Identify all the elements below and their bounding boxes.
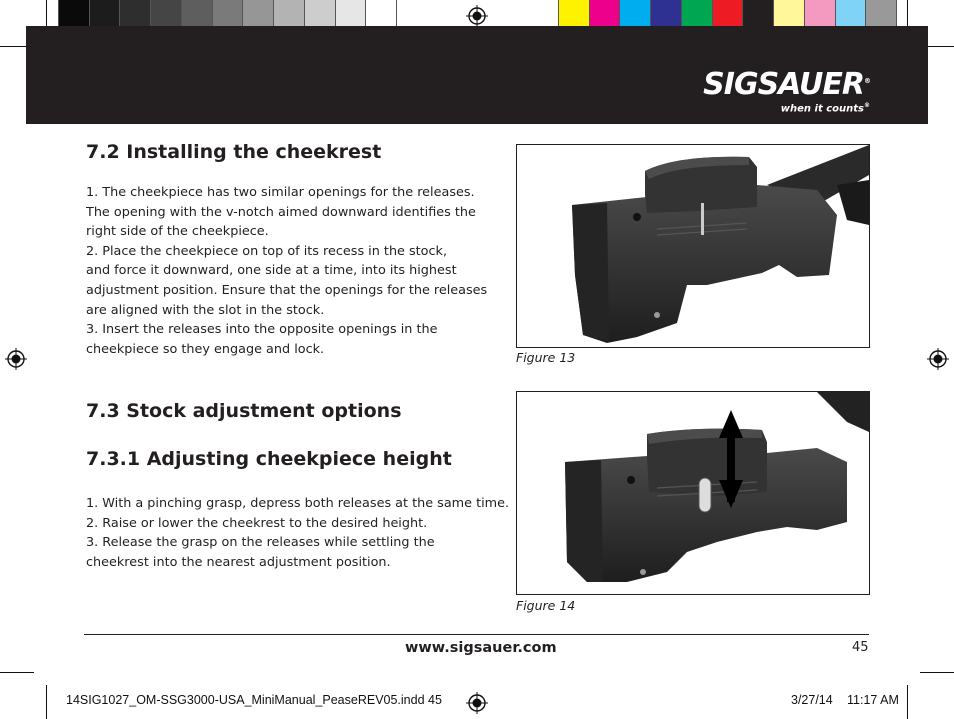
slug-time: 11:17 AM <box>847 693 899 707</box>
section-7-3-line: 3. Release the grasp on the releases while settling the <box>86 535 435 551</box>
registration-mark-icon <box>927 348 949 370</box>
section-7-2-line: 3. Insert the releases into the opposite openings in the <box>86 322 438 338</box>
logo-registered-mark: ® <box>864 77 870 85</box>
brand-logo <box>703 66 870 115</box>
crop-mark <box>46 685 47 719</box>
logo-text: SIGSAUER <box>703 67 864 102</box>
figure-14-image <box>516 391 870 595</box>
section-7-2-line: are aligned with the slot in the stock. <box>86 302 325 318</box>
tagline-registered-mark: ® <box>864 102 870 109</box>
section-7-2-line: 2. Place the cheekpiece on top of its recess in the stock, <box>86 243 448 259</box>
figure-14-caption: Figure 14 <box>516 598 576 613</box>
figure-13-caption: Figure 13 <box>516 350 576 365</box>
crop-mark <box>920 672 954 673</box>
section-7-2-line: right side of the cheekpiece. <box>86 224 269 240</box>
figure-13-image <box>516 144 870 348</box>
page-number: 45 <box>852 640 869 655</box>
logo-tagline: when it counts <box>780 103 864 115</box>
section-7-3-body <box>86 494 510 572</box>
section-7-3-line: cheekrest into the nearest adjustment position. <box>86 554 391 570</box>
subsection-heading-7-3-1: 7.3.1 Adjusting cheekpiece height <box>86 448 452 470</box>
section-heading-7-2: 7.2 Installing the cheekrest <box>86 141 382 163</box>
section-7-3-line: 2. Raise or lower the cheekrest to the desired height. <box>86 515 428 531</box>
footer-website-link[interactable]: www.sigsauer.com <box>405 640 557 656</box>
section-7-3-line: 1. With a pinching grasp, depress both releases at the same time. <box>86 496 510 511</box>
section-7-2-line: 1. The cheekpiece has two similar openings for the releases. <box>86 185 475 200</box>
section-7-2-line: adjustment position. Ensure that the openings for the releases <box>86 282 488 298</box>
slug-filename: 14SIG1027_OM-SSG3000-USA_MiniManual_PeaseREV05.indd 45 <box>66 693 442 707</box>
section-heading-7-3: 7.3 Stock adjustment options <box>86 400 402 422</box>
crop-mark <box>0 672 34 673</box>
section-7-2-line: and force it downward, one side at a time, into its highest <box>86 263 457 279</box>
header-band <box>26 26 928 124</box>
section-7-2-body <box>86 183 506 359</box>
crop-mark <box>907 685 908 719</box>
registration-mark-icon <box>466 5 488 27</box>
registration-mark-icon <box>5 348 27 370</box>
section-7-2-line: The opening with the v-notch aimed downward identifies the <box>86 204 476 220</box>
registration-mark-icon <box>466 692 488 714</box>
section-7-2-line: cheekpiece so they engage and lock. <box>86 341 325 357</box>
slug-date: 3/27/14 <box>791 693 833 707</box>
footer-rule <box>84 634 869 635</box>
